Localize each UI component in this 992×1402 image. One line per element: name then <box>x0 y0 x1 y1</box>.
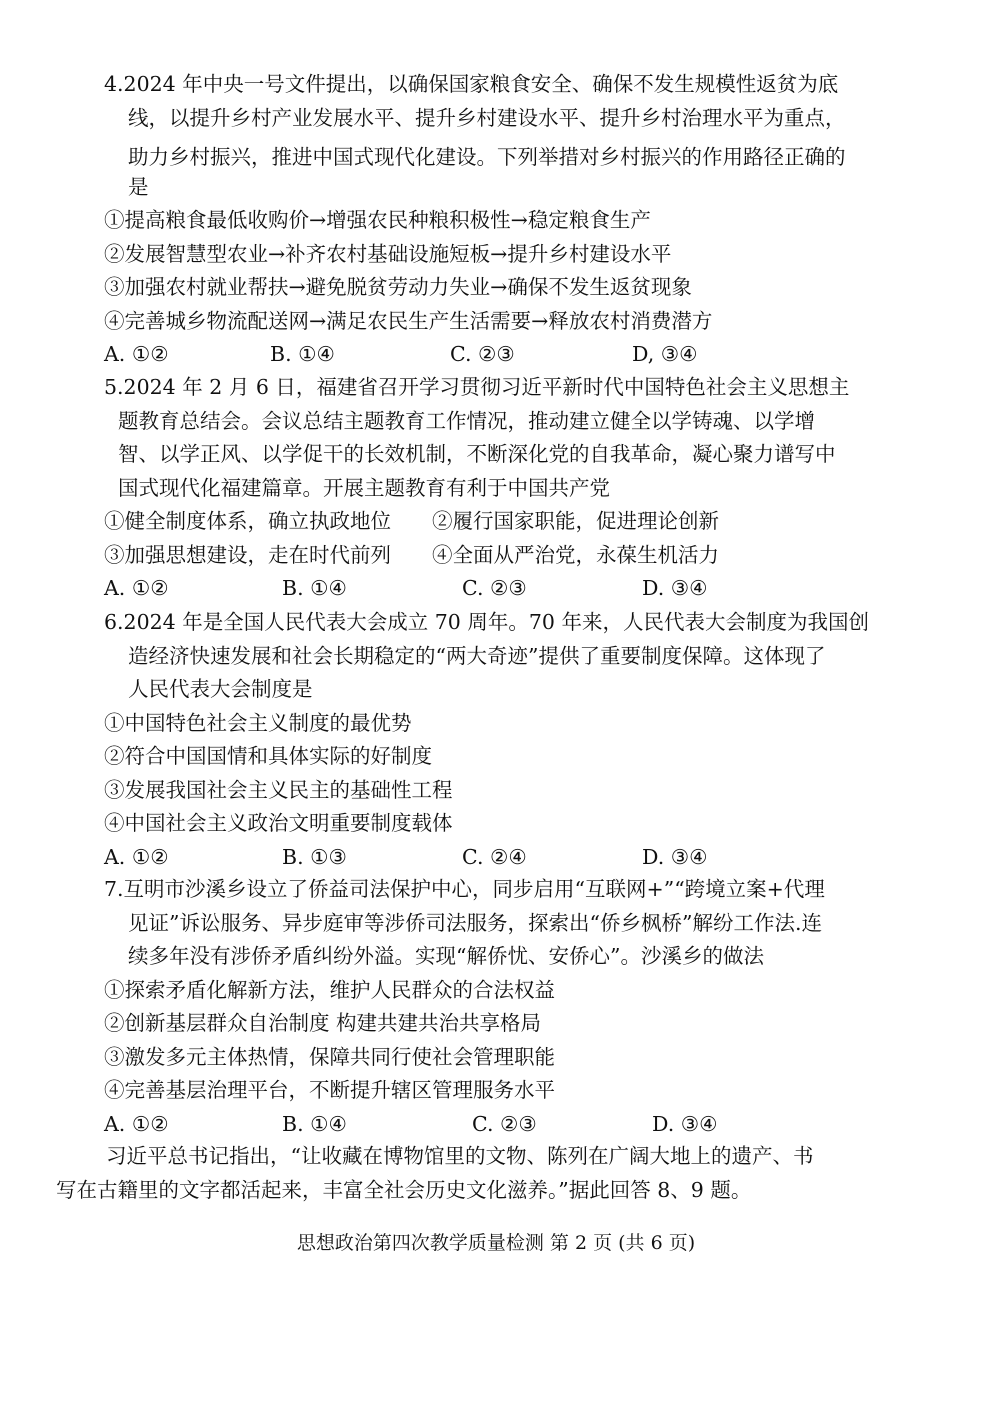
choice-a: A. ①② <box>104 576 169 600</box>
question-6 <box>104 606 934 874</box>
option-item: ②发展智慧型农业→补齐农村基础设施短板→提升乡村建设水平 <box>104 241 672 266</box>
choice-c: C. ②④ <box>462 844 527 869</box>
choice-b: B. ①④ <box>270 342 335 366</box>
choice-c: C. ②③ <box>450 342 515 366</box>
option-item: ③发展我国社会主义民主的基础性工程 <box>104 777 453 802</box>
passage-intro <box>56 1140 936 1207</box>
option-item: ①健全制度体系，确立执政地位 ②履行国家职能，促进理论创新 <box>104 509 719 533</box>
choice-b: B. ①④ <box>282 576 347 600</box>
choice-c: C. ②③ <box>462 576 527 600</box>
question-7 <box>104 873 934 1141</box>
question-stem-line: 5.2024 年 2 月 6 日，福建省召开学习贯彻习近平新时代中国特色社会主义思想主 <box>104 375 850 399</box>
choice-d: D. ③④ <box>642 576 708 600</box>
answer-choices <box>104 841 934 875</box>
choice-d: D. ③④ <box>642 844 708 869</box>
choice-d: D, ③④ <box>632 342 698 366</box>
question-4 <box>104 68 934 204</box>
option-item: ①探索矛盾化解新方法，维护人民群众的合法权益 <box>104 977 555 1002</box>
option-item: ③加强思想建设，走在时代前列 ④全面从严治党，永葆生机活力 <box>104 542 719 567</box>
option-item: ①提高粮食最低收购价→增强农民种粮积极性→稳定粮食生产 <box>104 208 651 232</box>
question-4-options <box>104 204 934 372</box>
question-stem-line: 6.2024 年是全国人民代表大会成立 70 周年。70 年来，人民代表大会制度为我国创 <box>104 610 869 634</box>
option-item: ①中国特色社会主义制度的最优势 <box>104 710 412 735</box>
question-stem-line: 人民代表大会制度是 <box>128 677 313 701</box>
question-stem-line: 见证”诉讼服务、异步庭审等涉侨司法服务，探索出“侨乡枫桥”解纷工作法.连 <box>128 910 822 935</box>
question-stem-line: 智、以学正风、以学促干的长效机制，不断深化党的自我革命，凝心聚力谱写中 <box>118 442 836 466</box>
question-stem-line: 4.2024 年中央一号文件提出，以确保国家粮食安全、确保不发生规模性返贫为底 <box>104 72 839 96</box>
question-stem-line: 造经济快速发展和社会长期稳定的“两大奇迹”提供了重要制度保障。这体现了 <box>128 643 826 668</box>
option-item: ②符合中国国情和具体实际的好制度 <box>104 744 432 768</box>
option-item: ④中国社会主义政治文明重要制度载体 <box>104 811 453 835</box>
option-item: ③激发多元主体热情，保障共同行使社会管理职能 <box>104 1044 555 1069</box>
question-stem-line: 线，以提升乡村产业发展水平、提升乡村建设水平、提升乡村治理水平为重点， <box>128 105 846 130</box>
choice-a: A. ①② <box>104 1111 169 1136</box>
question-stem-line: 国式现代化福建篇章。开展主题教育有利于中国共产党 <box>118 475 610 500</box>
question-stem-line: 是 <box>128 174 149 199</box>
passage-line: 写在古籍里的文字都活起来，丰富全社会历史文化滋养。”据此回答 8、9 题。 <box>56 1177 752 1202</box>
option-item: ②创新基层群众自治制度 构建共建共治共享格局 <box>104 1011 542 1035</box>
answer-choices <box>104 338 934 372</box>
passage-line: 习近平总书记指出，“让收藏在博物馆里的文物、陈列在广阔大地上的遗产、书 <box>106 1144 814 1168</box>
question-5 <box>104 371 934 606</box>
question-stem-line: 题教育总结会。会议总结主题教育工作情况，推动建立健全以学铸魂、以学增 <box>118 408 815 433</box>
choice-d: D. ③④ <box>652 1111 718 1136</box>
question-stem-line: 续多年没有涉侨矛盾纠纷外溢。实现“解侨忧、安侨心”。沙溪乡的做法 <box>128 944 764 968</box>
choice-b: B. ①③ <box>282 844 347 869</box>
page-footer: 思想政治第四次教学质量检测 第 2 页 (共 6 页) <box>296 1232 696 1254</box>
choice-a: A. ①② <box>104 342 169 366</box>
answer-choices <box>104 572 934 606</box>
option-item: ③加强农村就业帮扶→避免脱贫劳动力失业→确保不发生返贫现象 <box>104 275 692 299</box>
question-stem-line: 7.互明市沙溪乡设立了侨益司法保护中心，同步启用“互联网+”“跨境立案+代理 <box>104 877 825 901</box>
option-item: ④完善基层治理平台，不断提升辖区管理服务水平 <box>104 1078 555 1102</box>
question-stem-line: 助力乡村振兴，推进中国式现代化建设。下列举措对乡村振兴的作用路径正确的 <box>128 145 846 169</box>
option-item: ④完善城乡物流配送网→满足农民生产生活需要→释放农村消费潜方 <box>104 308 713 333</box>
answer-choices <box>104 1108 934 1142</box>
choice-b: B. ①④ <box>282 1111 347 1136</box>
choice-c: C. ②③ <box>472 1111 537 1136</box>
choice-a: A. ①② <box>104 844 169 869</box>
